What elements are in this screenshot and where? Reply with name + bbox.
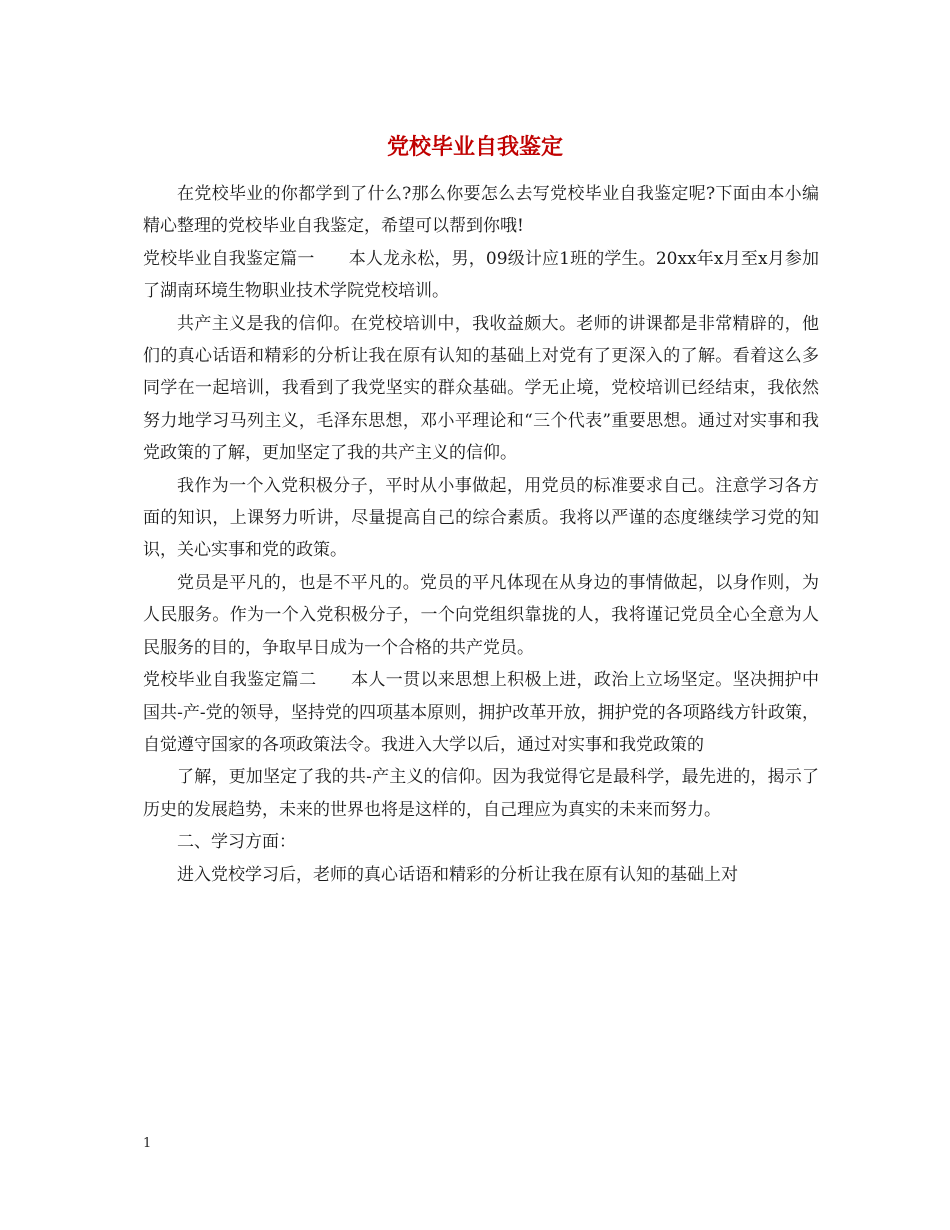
document-body xyxy=(143,178,819,891)
paragraph-activist: 我作为一个入党积极分子，平时从小事做起，用党员的标准要求自己。注意学习各方面的知识，上课努力听讲，尽量提高自己的综合素质。我将以严谨的态度继续学习党的知识，关心实事和党的政策。 xyxy=(143,475,819,561)
paragraph-section-one: 党校毕业自我鉴定篇一 本人龙永松，男，09级计应1班的学生。20xx年x月至x月参加了湖南环境生物职业技术学院党校培训。 xyxy=(143,248,819,302)
paragraph-ordinary: 党员是平凡的，也是不平凡的。党员的平凡体现在从身边的事情做起，以身作则，为人民服务。作为一个入党积极分子，一个向党组织靠拢的人，我将谨记党员全心全意为人民服务的目的，争取早日成为一个合格的共产党员。 xyxy=(143,572,819,658)
paragraph-study-heading: 二、学习方面： xyxy=(177,832,296,853)
document-title: 党校毕业自我鉴定 xyxy=(386,134,563,160)
paragraph-understanding: 了解，更加坚定了我的共-产主义的信仰。因为我觉得它是最科学，最先进的，揭示了历史的发展趋势，未来的世界也将是这样的，自己理应为真实的未来而努力。 xyxy=(143,767,819,820)
paragraph-study: 进入党校学习后，老师的真心话语和精彩的分析让我在原有认知的基础上对 xyxy=(177,864,738,885)
page-number: 1 xyxy=(143,1136,152,1151)
paragraph-intro: 在党校毕业的你都学到了什么?那么你要怎么去写党校毕业自我鉴定呢?下面由本小编精心整理的党校毕业自我鉴定，希望可以帮到你哦! xyxy=(143,184,819,237)
paragraph-section-two: 党校毕业自我鉴定篇二 本人一贯以来思想上积极上进，政治上立场坚定。坚决拥护中国共-产-党的领导，坚持党的四项基本原则，拥护改革开放，拥护党的各项路线方针政策，自觉遵守国家的各项政策法令。我进入大学以后，通过对实事和我党政策的 xyxy=(143,670,819,755)
paragraph-belief: 共产主义是我的信仰。在党校培训中，我收益颇大。老师的讲课都是非常精辟的，他们的真心话语和精彩的分析让我在原有认知的基础上对党有了更深入的了解。看着这么多同学在一起培训，我看到了我党坚实的群众基础。学无止境，党校培训已经结束，我依然努力地学习马列主义，毛泽东思想，邓小平理论和“三个代表”重要思想。通过对实事和我党政策的了解，更加坚定了我的共产主义的信仰。 xyxy=(143,313,819,464)
